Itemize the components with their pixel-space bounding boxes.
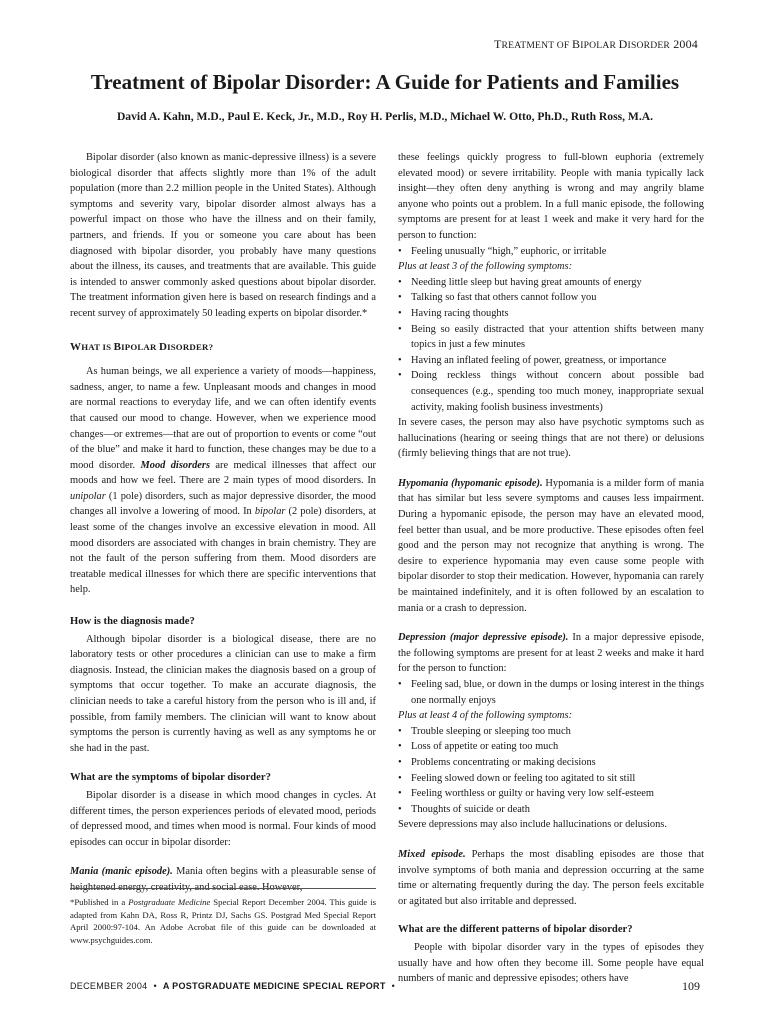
mania-criteria-note: Plus at least 3 of the following symptoms:: [398, 261, 573, 273]
running-head-year: 2004: [670, 37, 698, 51]
term-hypomania: Hypomania (hypomanic episode).: [398, 477, 543, 489]
subheading-patterns: What are the different patterns of bipolar disorder?: [398, 924, 633, 936]
text-run: Mania often begins with a pleasurable sense of heightened energy, creativity, and social ease. However,: [70, 866, 377, 893]
list-item: • Doing reckless things without concern about possible bad consequences (e.g., spending too much money, inappropriate sexual activity, making foolish business investments): [398, 368, 704, 415]
footer-date: DECEMBER 2004: [70, 981, 148, 991]
bullet-separator: •: [153, 981, 157, 991]
footer-journal: A POSTGRADUATE MEDICINE SPECIAL REPORT: [162, 981, 386, 991]
text-run: (1 pole) disorders, such as major depressive disorder, the mood changes all involve a lowering of mood. In: [70, 490, 376, 518]
list-item: • Thoughts of suicide or death: [398, 802, 704, 818]
left-column: [70, 150, 376, 896]
term-unipolar: unipolar: [70, 490, 106, 502]
list-item: • Needing little sleep but having great amounts of energy: [398, 275, 704, 291]
text-run: (2 pole) disorders, at least some of the changes involve an excessive elevation in mood. All mood disorders are associated with changes in brain chemistry. They are not the fault of the person suffering from them. Mood disorders are treatable medical illnesses for which there are specific interventions that help.: [70, 506, 376, 596]
list-item: • Talking so fast that others cannot follow you: [398, 290, 704, 306]
heading-cap: B: [113, 340, 122, 353]
running-head-sc: REATMENT OF: [501, 40, 572, 51]
list-item: • Feeling slowed down or feeling too agitated to sit still: [398, 771, 704, 787]
depression-symptom-list: [398, 724, 704, 818]
list-item: • Feeling unusually “high,” euphoric, or irritable: [398, 244, 704, 260]
list-item: • Feeling sad, blue, or down in the dumps or losing interest in the things one normally enjoys: [398, 677, 704, 708]
depression-severe-paragraph: Severe depressions may also include hallucinations or delusions.: [398, 819, 667, 831]
article-title: Treatment of Bipolar Disorder: A Guide for Patients and Families: [90, 70, 680, 94]
term-depression: Depression (major depressive episode).: [398, 632, 569, 644]
list-item: • Problems concentrating or making decisions: [398, 755, 704, 771]
text-run: As human beings, we all experience a variety of moods—happiness, sadness, anger, to name a few. Unpleasant moods and changes in mood are normal reactions to everyday life, and we can often identify events that caused our mood to change. However, when we experience mood changes—or extremes—that are out of proportion to events or come “out of the blue” and make it hard to function, these changes may be due to a mood disorder.: [70, 366, 376, 471]
running-head-sc: IPOLAR: [580, 40, 619, 51]
list-item: • Loss of appetite or eating too much: [398, 739, 704, 755]
patterns-paragraph: People with bipolar disorder vary in the types of episodes they usually have and how often they become ill. Some people have equal numbers of manic and depressive episodes; others have: [398, 941, 704, 985]
depression-criteria-note: Plus at least 4 of the following symptoms:: [398, 710, 573, 722]
heading-sc: IPOLAR: [121, 341, 159, 352]
text-run: are medical illnesses that affect our moods and how we feel. There are 2 main types of mood disorders. In: [70, 459, 377, 487]
section-heading-what-is-bipolar: [70, 340, 376, 356]
running-head-cap: B: [572, 37, 581, 51]
heading-sc: ISORDER?: [167, 341, 214, 352]
subheading-diagnosis: How is the diagnosis made?: [70, 616, 195, 628]
page-number: 109: [682, 979, 700, 993]
text-run: Hypomania is a milder form of mania that has similar but less severe symptoms and causes less impairment. During a hypomanic episode, the person may have an elevated mood, feel better than usual, and be more productive. These episodes often feel good and the person may not recognize that anything is wrong. The desire to experience hypomania may even cause some people with bipolar disorder to stop their medication. However, hypomania can rarely be maintained indefinitely, and it is often followed by an escalation to mania or a crash to depression.: [398, 477, 704, 614]
running-head-cap: T: [494, 37, 502, 51]
mania-severe-paragraph: In severe cases, the person may also have psychotic symptoms such as hallucinations (hearing or seeing things that are not there) or delusions (firmly believing things that are not true).: [398, 417, 704, 460]
symptoms-paragraph: Bipolar disorder is a disease in which mood changes in cycles. At different times, the person experiences periods of elevated mood, periods of depressed mood, and times when mood is normal. Four kinds of mood episodes can occur in bipolar disorder:: [70, 789, 376, 848]
what-is-paragraph: [70, 364, 376, 598]
right-column: [398, 150, 704, 987]
intro-paragraph: Bipolar disorder (also known as manic-depressive illness) is a severe biological disorder that affects slightly more than 1% of the adult population (more than 2.2 million people in the United States). Although symptoms and severity vary, bipolar disorder almost always has a powerful impact on those who have the illness and on their family, partners, and friends. If you or someone you care about has been diagnosed with bipolar disorder, you probably have many questions about the illness, its causes, and treatments that are available. This guide is intended to answer commonly asked questions about bipolar disorder. The treatment information given here is based on research findings and a recent survey of approximately 50 leading experts on bipolar disorder.*: [70, 152, 376, 319]
term-mood-disorders: Mood disorders: [140, 459, 211, 471]
list-item: • Being so easily distracted that your attention shifts between many topics in just a few minutes: [398, 322, 704, 353]
running-head-sc: ISORDER: [627, 40, 670, 51]
footnote: [70, 888, 376, 946]
list-item: • Having racing thoughts: [398, 306, 704, 322]
depression-paragraph: [398, 630, 704, 677]
list-item: • Feeling worthless or guilty or having very low self-esteem: [398, 786, 704, 802]
text-run: *Published in a: [70, 897, 126, 907]
mania-continued-paragraph: these feelings quickly progress to full-blown euphoria (extremely elevated mood) or severe irritability. People with mania typically lack insight—they often deny anything is wrong and may angrily blame anyone who points out a problem. In a full manic episode, the following symptoms are present for at least 1 week and make it very hard for the person to function:: [398, 152, 704, 241]
footnote-text: [70, 896, 376, 946]
heading-sc: HAT IS: [81, 341, 114, 352]
heading-cap: D: [158, 340, 168, 353]
text-run: Special Report December 2004. This guide is adapted from Kahn DA, Ross R, Printz DJ, Sachs GS. Postgrad Med Special Report April 2000:97-104. An Adobe Acrobat file of this guide can be downloaded at www.psychguides.com.: [70, 897, 377, 945]
list-item: • Trouble sleeping or sleeping too much: [398, 724, 704, 740]
term-mania: Mania (manic episode).: [70, 866, 173, 878]
list-item: • Having an inflated feeling of power, greatness, or importance: [398, 353, 704, 369]
depression-first-list: [398, 677, 704, 708]
heading-cap: W: [70, 340, 82, 353]
term-mixed-episode: Mixed episode.: [398, 848, 466, 860]
running-head-cap: D: [618, 37, 628, 51]
mixed-paragraph: [398, 847, 704, 909]
journal-name: Postgraduate Medicine: [128, 897, 211, 907]
text-run: Perhaps the most disabling episodes are those that involve symptoms of both mania and depression occurring at the same time or alternating frequently during the day. The person feels excitable or agitated but also irritable and depressed.: [398, 848, 704, 907]
author-list: David A. Kahn, M.D., Paul E. Keck, Jr., M.D., Roy H. Perlis, M.D., Michael W. Otto, Ph.D., Ruth Ross, M.A.: [116, 110, 654, 123]
bullet-separator: •: [391, 981, 396, 991]
page-footer: [70, 979, 700, 995]
term-bipolar: bipolar: [254, 506, 286, 518]
hypomania-paragraph: [398, 476, 704, 616]
subheading-symptoms: What are the symptoms of bipolar disorder?: [70, 772, 271, 784]
running-head: [494, 37, 698, 52]
footer-issue: [70, 981, 401, 991]
text-run: In a major depressive episode, the following symptoms are present for at least 2 weeks and make it hard for the person to function:: [398, 632, 704, 675]
mania-symptom-list: [398, 275, 704, 415]
diagnosis-paragraph: Although bipolar disorder is a biological disease, there are no laboratory tests or other procedures a clinician can use to make a firm diagnosis. Instead, the clinician makes the diagnosis based on a group of symptoms that occur together. To make an accurate diagnosis, the clinician needs to take a careful history from the person who is ill and, if possible, from family members. The clinician will want to know about symptoms the person is currently having as well as any symptoms he or she had in the past.: [70, 633, 376, 754]
mania-first-list: [398, 244, 704, 260]
